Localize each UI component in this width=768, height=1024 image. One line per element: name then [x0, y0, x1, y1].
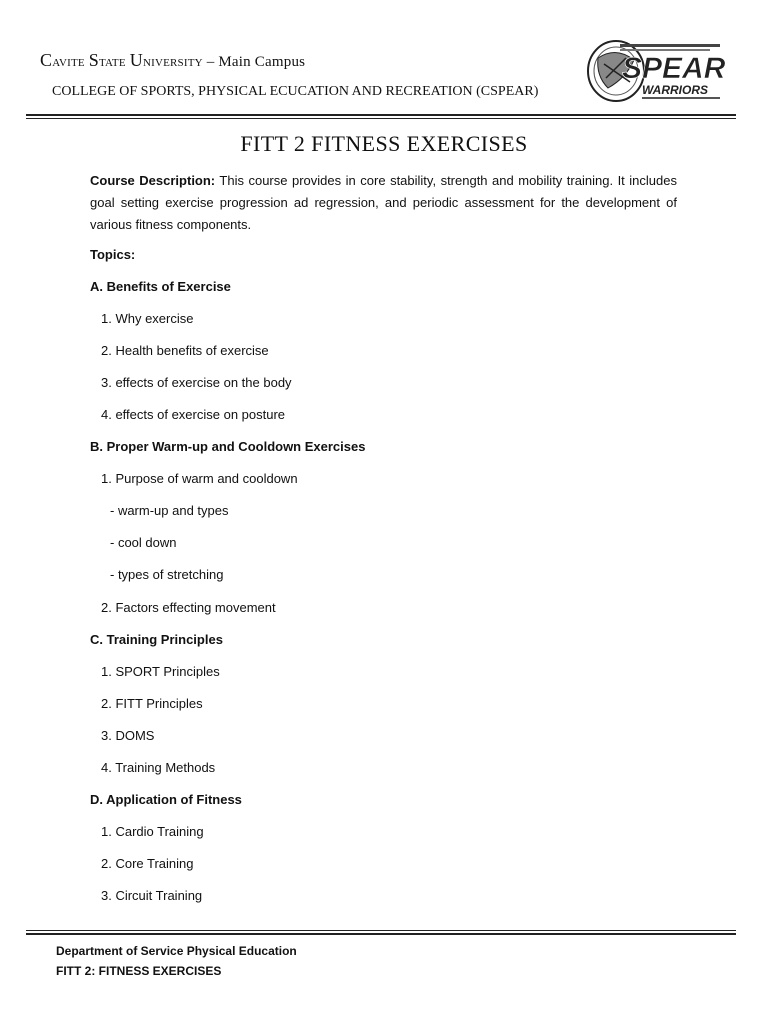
college-name: COLLEGE OF SPORTS, PHYSICAL ECUCATION AND RECREATION (CSPEAR) — [52, 84, 539, 99]
list-item: 3. Circuit Training — [101, 888, 203, 903]
university-word-tate: tate — [98, 54, 126, 70]
section-a-heading: A. Benefits of Exercise — [90, 279, 231, 294]
list-item: 4. effects of exercise on posture — [101, 407, 286, 422]
footer-rule-thick — [26, 933, 736, 935]
list-item: 2. Factors effecting movement — [101, 600, 276, 615]
page-header — [0, 0, 768, 118]
university-word-niversity: niversity — [142, 54, 203, 70]
list-item: 1. Why exercise — [101, 311, 194, 326]
list-item: 1. Cardio Training — [101, 824, 204, 839]
footer-course: FITT 2: FITNESS EXERCISES — [56, 964, 222, 978]
spear-warriors-logo — [586, 38, 726, 104]
logo-sub-text: WARRIORS — [642, 83, 708, 97]
footer-department: Department of Service Physical Education — [56, 944, 297, 958]
sub-list-item: - types of stretching — [110, 567, 224, 582]
sub-list-item: - warm-up and types — [110, 503, 229, 518]
university-word-avite: avite — [52, 54, 85, 70]
header-rule-thick — [26, 114, 736, 116]
university-initial-c: C — [40, 50, 53, 70]
list-item: 4. Training Methods — [101, 760, 216, 775]
list-item: 3. effects of exercise on the body — [101, 375, 292, 390]
footer-rule-thin — [26, 930, 736, 931]
topics-label: Topics: — [90, 247, 136, 262]
logo-main-text: SPEAR — [622, 52, 726, 85]
section-c-heading: C. Training Principles — [90, 632, 223, 647]
campus-name: – Main Campus — [202, 54, 306, 70]
university-initial-s: S — [88, 50, 99, 70]
university-name — [40, 50, 305, 71]
header-rule-thin — [26, 118, 736, 119]
document-title: FITT 2 FITNESS EXERCISES — [240, 131, 528, 156]
section-d-heading: D. Application of Fitness — [90, 792, 242, 807]
course-description — [90, 170, 677, 236]
list-item: 3. DOMS — [101, 728, 155, 743]
list-item: 1. SPORT Principles — [101, 664, 220, 679]
list-item: 2. Core Training — [101, 856, 194, 871]
section-b-heading: B. Proper Warm-up and Cooldown Exercises — [90, 439, 366, 454]
course-description-label: Course Description: — [90, 173, 216, 188]
list-item: 2. Health benefits of exercise — [101, 343, 269, 358]
sub-list-item: - cool down — [110, 535, 177, 550]
university-initial-u: U — [129, 50, 143, 70]
list-item: 1. Purpose of warm and cooldown — [101, 471, 298, 486]
course-description-text: This course provides in core stability, strength and mobility training. It includes goal setting exercise progression ad regression, and periodic assessment for the development of various fitness components. — [90, 173, 677, 232]
list-item: 2. FITT Principles — [101, 696, 203, 711]
